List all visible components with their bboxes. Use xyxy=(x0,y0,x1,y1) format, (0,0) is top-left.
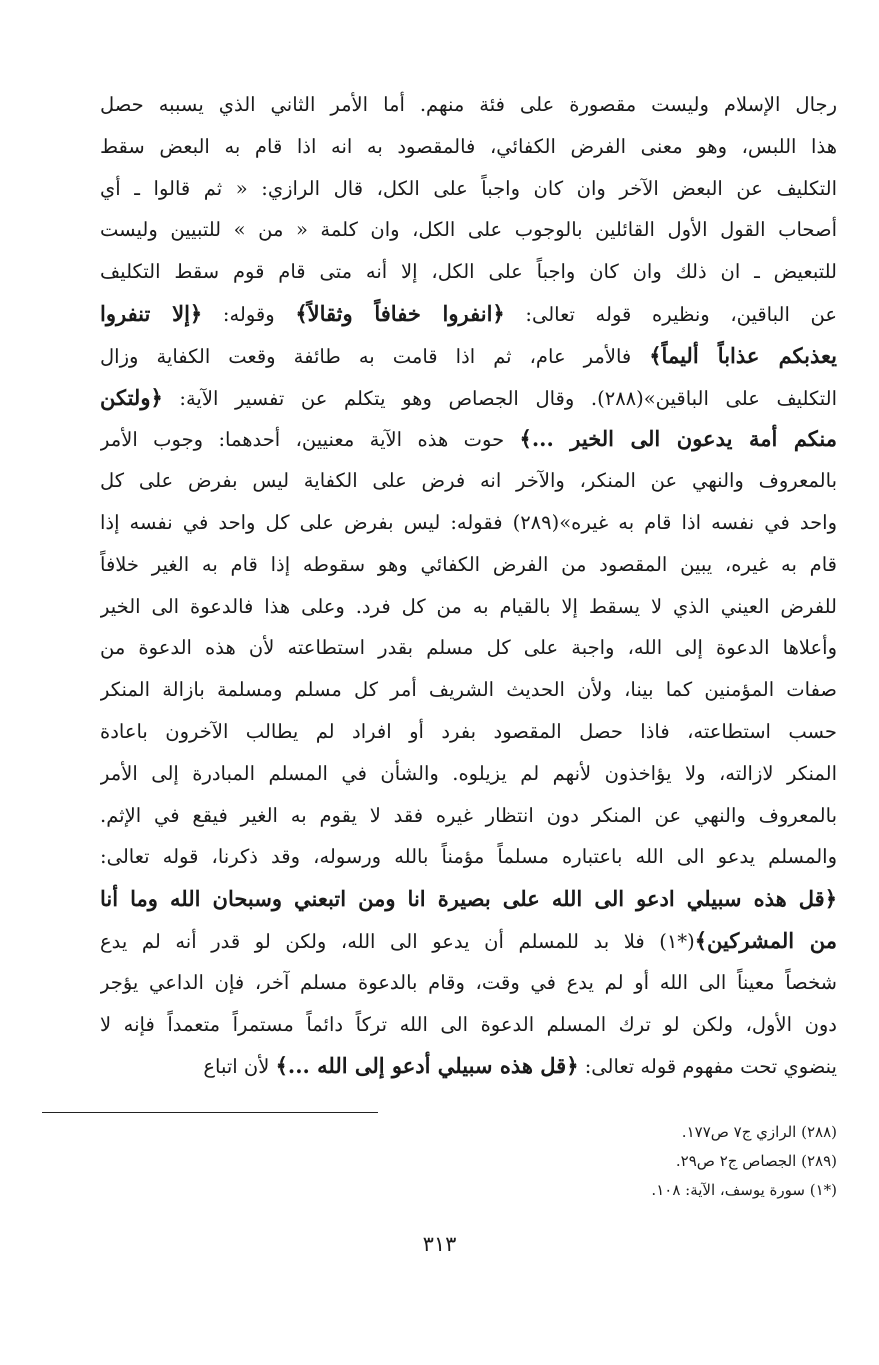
text-run: وأعلاها الدعوة إلى الله، واجبة على كل مسلم بقدر استطاعته لأن هذه الدعوة من xyxy=(100,636,837,660)
text-line xyxy=(100,753,837,795)
text-line xyxy=(100,627,837,669)
text-run: بالمعروف والنهي عن المنكر، والآخر انه فرض على الكفاية ليس بفرض على كل xyxy=(100,469,837,493)
text-line xyxy=(100,586,837,628)
text-run: وقوله: xyxy=(202,302,296,326)
quran-verse: منكم أمة يدعون الى الخير ...﴾ xyxy=(519,426,837,452)
text-line xyxy=(100,293,837,335)
text-run: دون الأول، ولكن لو ترك المسلم الدعوة الى الله تركاً دائماً مستمراً متعمداً فإنه لا xyxy=(100,1012,837,1036)
footnote: (٢٨٨) الرازي ج٧ ص١٧٧. xyxy=(681,1123,837,1141)
quran-verse: ﴿انفروا خفافاً وثقالاً﴾ xyxy=(295,300,505,326)
footnote: (*١) سورة يوسف، الآية: ١٠٨. xyxy=(651,1181,837,1199)
text-run: واحد في نفسه اذا قام به غيره»(٢٨٩) فقوله: ليس بفرض على كل واحد في نفسه إذا xyxy=(100,510,837,534)
text-run: حوت هذه الآية معنيين، أحدهما: وجوب الأمر xyxy=(100,428,520,452)
footnotes xyxy=(300,1118,837,1205)
quran-verse: ﴿إلا تنفروا xyxy=(100,300,203,326)
text-line xyxy=(100,460,837,502)
text-run: (*١) فلا بد للمسلم أن يدعو الى الله، ولكن لو قدر أنه لم يدع xyxy=(100,929,695,953)
text-line xyxy=(100,962,837,1004)
text-line xyxy=(100,418,837,460)
page-number: ٣١٣ xyxy=(422,1232,457,1256)
text-line xyxy=(100,878,837,920)
text-run: حسب استطاعته، فاذا حصل المقصود بفرد أو افراد لم يطالب الآخرون باعادة xyxy=(100,719,837,743)
text-line xyxy=(100,126,837,168)
quran-verse: ﴿ولتكن xyxy=(100,384,163,410)
text-run: رجال الإسلام وليست مقصورة على فئة منهم. أما الأمر الثاني الذي يسببه حصل xyxy=(100,93,837,116)
text-run: بالمعروف والنهي عن المنكر دون انتظار غيره فقد لا يقوم به الغير فيقع في الإثم. xyxy=(100,803,837,827)
text-line xyxy=(100,209,837,251)
footnote: (٢٨٩) الجصاص ج٢ ص٢٩. xyxy=(675,1152,837,1170)
text-line xyxy=(100,377,837,419)
text-run: للفرض العيني الذي لا يسقط إلا بالقيام به من كل فرد. وعلى هذا فالدعوة الى الخير xyxy=(100,594,837,618)
text-run: ينضوي تحت مفهوم قوله تعالى: xyxy=(578,1055,837,1079)
text-run: قام به غيره، يبين المقصود من الفرض الكفائي وهو سقوطه إذا قام به الغير خلافاً xyxy=(100,552,837,576)
text-line xyxy=(100,168,837,210)
text-line xyxy=(100,1004,837,1046)
text-line xyxy=(100,335,837,377)
text-line xyxy=(100,1045,837,1087)
text-line xyxy=(100,920,837,962)
text-run: المنكر لازالته، ولا يؤاخذون لأنهم لم يزيلوه. والشأن في المسلم المبادرة إلى الأمر xyxy=(100,761,837,785)
quran-verse: يعذبكم عذاباً أليماً﴾ xyxy=(649,342,837,368)
quran-verse: ﴿قل هذه سبيلي ادعو الى الله على بصيرة انا ومن اتبعني وسبحان الله وما أنا xyxy=(100,886,837,912)
text-run: لأن اتباع xyxy=(203,1055,276,1079)
quran-verse: من المشركين﴾ xyxy=(694,927,837,953)
text-line xyxy=(100,795,837,837)
quran-verse: ﴿قل هذه سبيلي أدعو إلى الله ...﴾ xyxy=(275,1053,579,1079)
text-run: هذا اللبس، وهو معنى الفرض الكفائي، فالمقصود به انه اذا قام به البعض سقط xyxy=(100,134,837,158)
footnote-separator xyxy=(42,1112,378,1113)
body-text xyxy=(100,84,837,1087)
text-run: للتبعيض ـ ان ذلك وان كان واجباً على الكل، إلا أنه متى قام قوم سقط التكليف xyxy=(100,260,837,284)
text-run: فالأمر عام، ثم اذا قامت به طائفة وقعت الكفاية وزال xyxy=(100,344,650,368)
text-run: التكليف عن البعض الآخر وان كان واجباً على الكل، قال الرازي: « ثم قالوا ـ أي xyxy=(100,176,837,200)
text-run: التكليف على الباقين»(٢٨٨). وقال الجصاص وهو يتكلم عن تفسير الآية: xyxy=(162,386,837,410)
text-line xyxy=(100,711,837,753)
text-run: صفات المؤمنين كما بينا، ولأن الحديث الشريف أمر كل مسلم ومسلمة بازالة المنكر xyxy=(100,678,837,702)
text-line xyxy=(100,669,837,711)
text-line xyxy=(100,84,837,126)
text-line xyxy=(100,251,837,293)
text-line xyxy=(100,502,837,544)
text-run: عن الباقين، ونظيره قوله تعالى: xyxy=(504,302,837,326)
text-run: والمسلم يدعو الى الله باعتباره مسلماً مؤمناً بالله ورسوله، وقد ذكرنا، قوله تعالى: xyxy=(100,845,837,869)
text-run: شخصاً معيناً الى الله أو لم يدع في وقت، وقام بالدعوة مسلم آخر، فإن الداعي يؤجر xyxy=(100,970,837,994)
text-line xyxy=(100,836,837,878)
text-run: أصحاب القول الأول القائلين بالوجوب على الكل، وان كلمة « من » للتبيين وليست xyxy=(100,218,837,242)
text-line xyxy=(100,544,837,586)
